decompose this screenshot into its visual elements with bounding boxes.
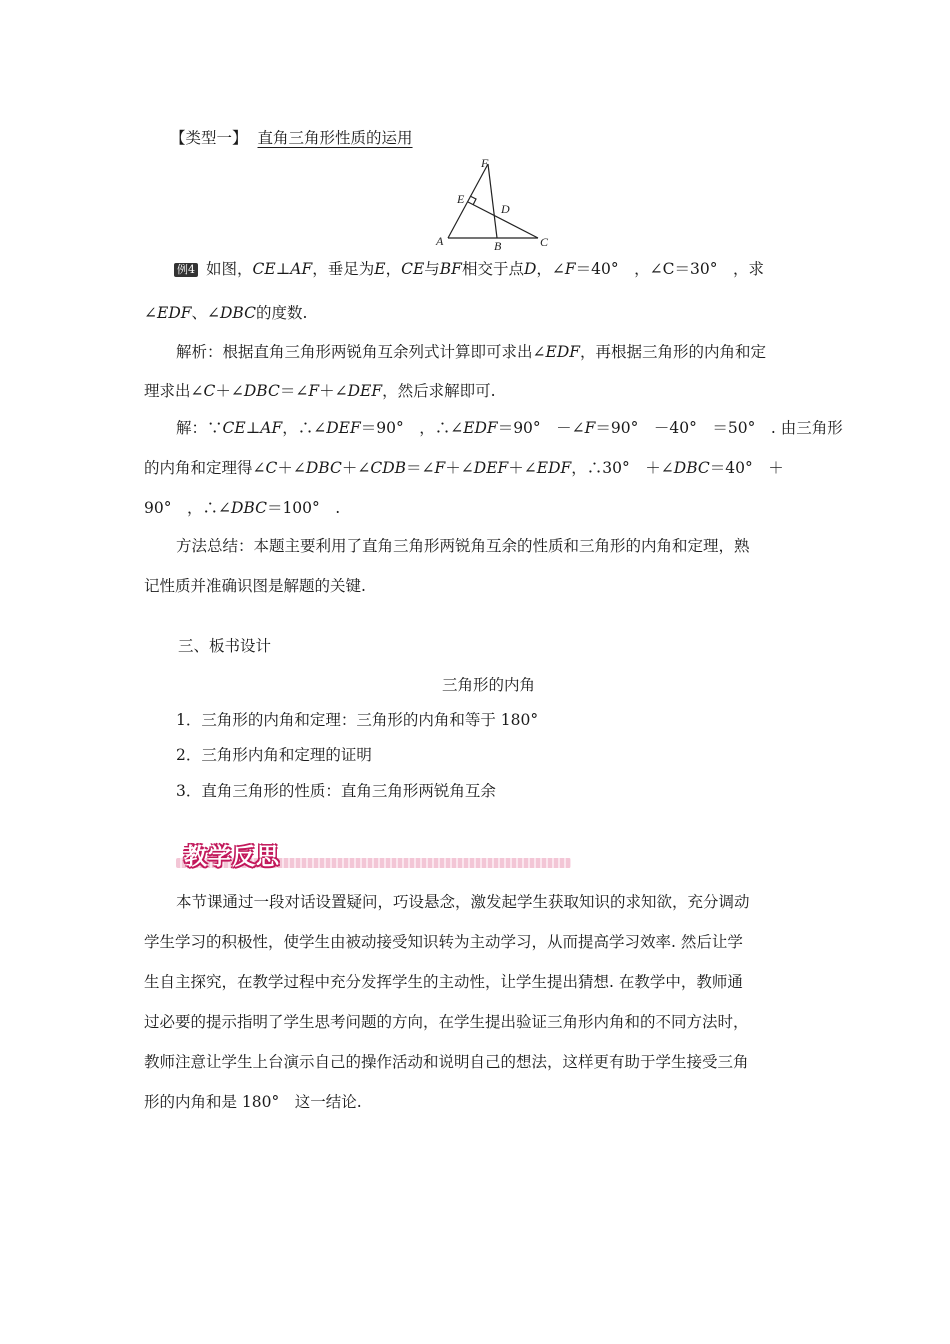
- text: 与: [424, 260, 440, 278]
- text: 理求出∠: [144, 382, 204, 400]
- type-heading: [170, 128, 413, 148]
- reflection-line-5: 教师注意让学生上台演示自己的操作活动和说明自己的想法，这样更有助于学生接受三角: [144, 1053, 749, 1071]
- text: 、∠: [191, 304, 220, 322]
- text: DBC: [673, 459, 710, 477]
- text: 解：∵: [176, 419, 223, 437]
- text: DEF: [473, 459, 509, 477]
- type-title: 直角三角形性质的运用: [257, 129, 413, 147]
- text: ＝90° －∠: [497, 419, 585, 437]
- reflection-line-1: 本节课通过一段对话设置疑问，巧设悬念，激发起学生获取知识的求知欲，充分调动: [176, 893, 750, 911]
- text: ，∠: [536, 260, 565, 278]
- text: DBC: [305, 459, 342, 477]
- reflection-line-6: 形的内角和是 180° 这一结论.: [144, 1093, 362, 1111]
- board-item-2: 2．三角形内角和定理的证明: [176, 746, 372, 764]
- solution-line-3: [144, 498, 340, 518]
- text: ，∴∠: [282, 419, 327, 437]
- board-section-heading: 三、板书设计: [178, 637, 272, 655]
- label-d: D: [501, 202, 510, 216]
- text: 解析：根据直角三角形两锐角互余列式计算即可求出∠: [176, 343, 546, 361]
- text: BF: [439, 260, 462, 278]
- text: ，然后求解即可.: [382, 382, 496, 400]
- text: ＝40° ，∠C＝30° ，求: [575, 260, 764, 278]
- text: EDF: [463, 419, 498, 437]
- text: E: [374, 260, 386, 278]
- text: ＝100° .: [266, 499, 341, 517]
- text: ＝90° ，∴∠: [360, 419, 464, 437]
- text: ，: [385, 260, 402, 278]
- label-e: E: [457, 192, 465, 206]
- text: CE⊥AF: [222, 419, 283, 437]
- board-item-3: 3．直角三角形的性质：直角三角形两锐角互余: [176, 782, 496, 800]
- text: ＋∠: [215, 382, 244, 400]
- text: EDF: [536, 459, 572, 477]
- text: CE: [401, 260, 425, 278]
- type-tag: 【类型一】: [170, 129, 248, 147]
- text: EDF: [545, 343, 580, 361]
- summary-line-2: 记性质并准确识图是解题的关键.: [144, 577, 366, 595]
- text: ＋∠: [277, 459, 306, 477]
- text: C: [203, 382, 216, 400]
- text: DBC: [220, 304, 256, 322]
- text: ＋∠: [319, 382, 348, 400]
- solution-line-1: [176, 418, 843, 438]
- text: F: [564, 260, 576, 278]
- analysis-line-2: [144, 381, 496, 401]
- reflection-line-3: 生自主探究，在教学过程中充分发挥学生的主动性，让学生提出猜想. 在教学中，教师通: [144, 973, 743, 991]
- text: ＝90° －40° ＝50° . 由三角形: [595, 419, 843, 437]
- text: 的度数.: [255, 304, 308, 322]
- text: F: [584, 419, 596, 437]
- label-a: A: [436, 234, 444, 248]
- triangle-figure: [430, 158, 560, 252]
- text: DEF: [326, 419, 361, 437]
- solution-line-2: [144, 458, 784, 478]
- text: 90° ，∴∠: [144, 499, 231, 517]
- text: ，再根据三角形的内角和定: [580, 343, 767, 361]
- text: F: [434, 459, 446, 477]
- reflection-banner: [176, 838, 571, 872]
- text: ＝40° ＋: [709, 459, 784, 477]
- text: CDB: [370, 459, 407, 477]
- text: 的内角和定理得∠: [144, 459, 266, 477]
- summary-line-1: 方法总结：本题主要利用了直角三角形两锐角互余的性质和三角形的内角和定理，熟: [176, 537, 750, 555]
- text: ＋∠: [508, 459, 537, 477]
- text: 如图，: [206, 260, 253, 278]
- text: CE⊥AF: [252, 260, 313, 278]
- text: DBC: [243, 382, 280, 400]
- segment-fb: [488, 164, 497, 238]
- reflection-line-2: 学生学习的积极性，使学生由被动接受知识转为主动学习，从而提高学习效率. 然后让学: [144, 933, 743, 951]
- text: ＝∠: [406, 459, 435, 477]
- label-f: F: [481, 158, 489, 170]
- text: ∠: [144, 304, 157, 322]
- reflection-title: 教学反思: [184, 844, 280, 870]
- label-c: C: [540, 235, 549, 249]
- text: 相交于点: [461, 260, 524, 278]
- analysis-line-1: [176, 342, 766, 362]
- text: D: [523, 260, 537, 278]
- text: ＋∠: [445, 459, 474, 477]
- example-badge: 例4: [174, 263, 198, 277]
- text: ，∴30° ＋∠: [571, 459, 674, 477]
- reflection-line-4: 过必要的提示指明了学生思考问题的方向，在学生提出验证三角形内角和的不同方法时，: [144, 1013, 749, 1031]
- board-item-1: 1．三角形的内角和定理：三角形的内角和等于 180°: [176, 711, 539, 729]
- board-title: 三角形的内角: [442, 676, 536, 694]
- text: F: [308, 382, 320, 400]
- example-line-2: [144, 303, 307, 323]
- text: C: [265, 459, 278, 477]
- label-b: B: [494, 239, 502, 252]
- text: ＝∠: [279, 382, 309, 400]
- example-line-1: [174, 259, 764, 279]
- text: ＋∠: [341, 459, 371, 477]
- text: DBC: [230, 499, 267, 517]
- text: EDF: [157, 304, 192, 322]
- segment-af: [448, 164, 488, 238]
- text: ，垂足为: [312, 260, 375, 278]
- text: DEF: [347, 382, 383, 400]
